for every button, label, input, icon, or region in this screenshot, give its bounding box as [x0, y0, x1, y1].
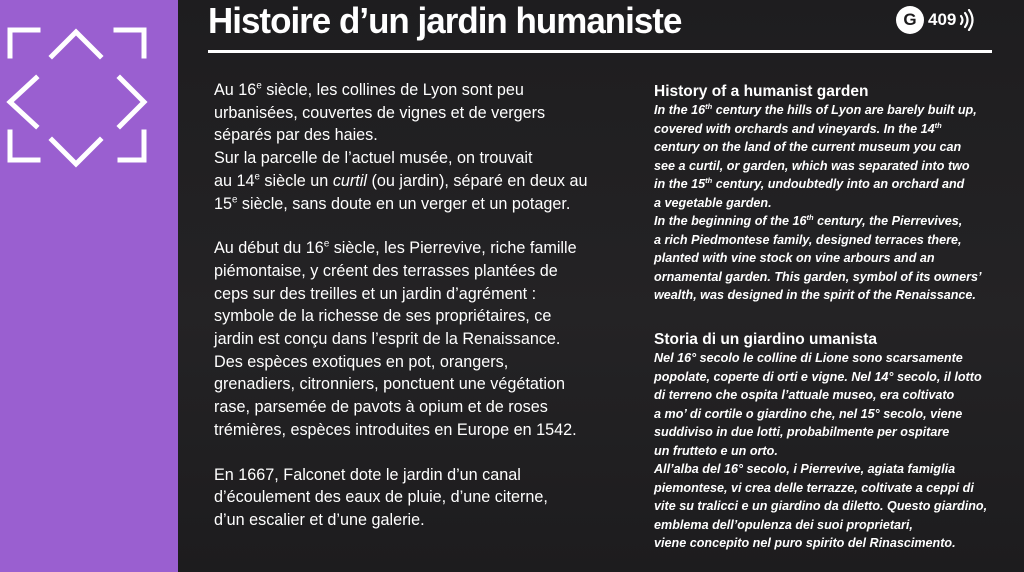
english-line: a vegetable garden.	[654, 195, 772, 210]
italian-line: a mo’ di cortile o giardino che, nel 15° secolo, viene	[654, 406, 963, 421]
english-line: in the 15th century, undoubtedly into an orchard and	[654, 175, 965, 191]
french-line: ceps sur des treilles et un jardin d’agrément :	[214, 284, 537, 303]
audio-guide-badge	[896, 6, 974, 34]
french-line: urbanisées, couvertes de vignes et de vergers	[214, 103, 546, 122]
italian-line: emblema dell’opulenza dei suoi proprietari,	[654, 517, 913, 532]
french-line: Au début du 16e siècle, les Pierrevive, riche famille	[214, 238, 577, 258]
english-line: wealth, was designed in the spirit of the Renaissance.	[654, 288, 976, 302]
french-line: piémontaise, y créent des terrasses plantées de	[214, 261, 558, 280]
french-line: au 14e siècle un curtil (ou jardin), séparé en deux au	[214, 171, 588, 190]
french-line: Au 16e siècle, les collines de Lyon sont peu	[214, 80, 524, 99]
italian-line: viene concepito nel puro spirito del Rinascimento.	[654, 536, 956, 550]
french-line: d’un escalier et d’une galerie.	[214, 510, 425, 529]
french-paragraph-3	[214, 464, 634, 532]
french-text	[214, 79, 634, 532]
french-paragraph-1	[214, 79, 634, 215]
italian-text	[654, 330, 1024, 553]
italian-line: All’alba del 16° secolo, i Pierrevive, agiata famiglia	[654, 462, 956, 476]
french-line: En 1667, Falconet dote le jardin d’un canal	[214, 465, 521, 484]
english-line: planted with vine stock on vine arbours and an	[654, 251, 935, 265]
english-line: a rich Piedmontese family, designed terraces there,	[654, 232, 962, 247]
french-line: grenadiers, citronniers, ponctuent une végétation	[214, 375, 565, 394]
english-line: century on the land of the current museum you can	[654, 140, 962, 154]
italian-body	[654, 349, 1024, 553]
english-line: In the 16th century the hills of Lyon are barely built up,	[654, 101, 977, 117]
french-paragraph-2	[214, 237, 634, 441]
french-line: rase, parsemée de pavots à opium et de roses	[214, 398, 548, 417]
italian-heading: Storia di un giardino umanista	[654, 331, 878, 348]
italian-line: popolate, coperte di orti e vigne. Nel 14° secolo, il lotto	[654, 369, 982, 384]
english-heading: History of a humanist garden	[654, 83, 869, 100]
english-line: see a curtil, or garden, which was separated into two	[654, 158, 970, 173]
french-line: symbole de la richesse de ses propriétaires, ce	[214, 307, 552, 326]
sound-waves-icon	[958, 9, 974, 31]
french-line: trémières, espèces introduites en Europe en 1542.	[214, 420, 577, 439]
english-line: covered with orchards and vineyards. In the 14th	[654, 120, 942, 136]
audio-guide-letter: G	[896, 6, 924, 34]
italian-line: di terreno che ospita l’attuale museo, era coltivato	[654, 388, 955, 402]
english-line: ornamental garden. This garden, symbol of its owners’	[654, 269, 982, 284]
title-rule	[208, 50, 992, 53]
french-line: séparés par des haies.	[214, 126, 378, 145]
french-line: 15e siècle, sans doute en un verger et un potager.	[214, 194, 571, 213]
french-line: Sur la parcelle de l’actuel musée, on trouvait	[214, 149, 533, 168]
french-line: Des espèces exotiques en pot, orangers,	[214, 352, 509, 371]
audio-guide-number: 409	[928, 10, 957, 29]
italian-line: piemontese, vi crea delle terrazze, coltivate a ceppi di	[654, 480, 974, 495]
italian-line: vite su tralicci e un giardino da diletto. Questo giardino,	[654, 499, 988, 513]
english-line: In the beginning of the 16th century, the Pierrevives,	[654, 212, 963, 228]
english-text	[654, 82, 1024, 305]
french-line: d’écoulement des eaux de pluie, d’une citerne,	[214, 488, 548, 507]
sign-title: Histoire d’un jardin humaniste	[208, 0, 682, 41]
italian-line: suddiviso in due lotti, probabilmente per ospitare	[654, 425, 950, 439]
english-body	[654, 101, 1024, 305]
italian-line: un frutteto e un orto.	[654, 443, 778, 458]
purple-side-band	[0, 0, 178, 572]
expand-frame-icon	[0, 16, 160, 176]
french-line: jardin est conçu dans l’esprit de la Renaissance.	[214, 330, 561, 349]
italian-line: Nel 16° secolo le colline di Lione sono scarsamente	[654, 351, 963, 365]
